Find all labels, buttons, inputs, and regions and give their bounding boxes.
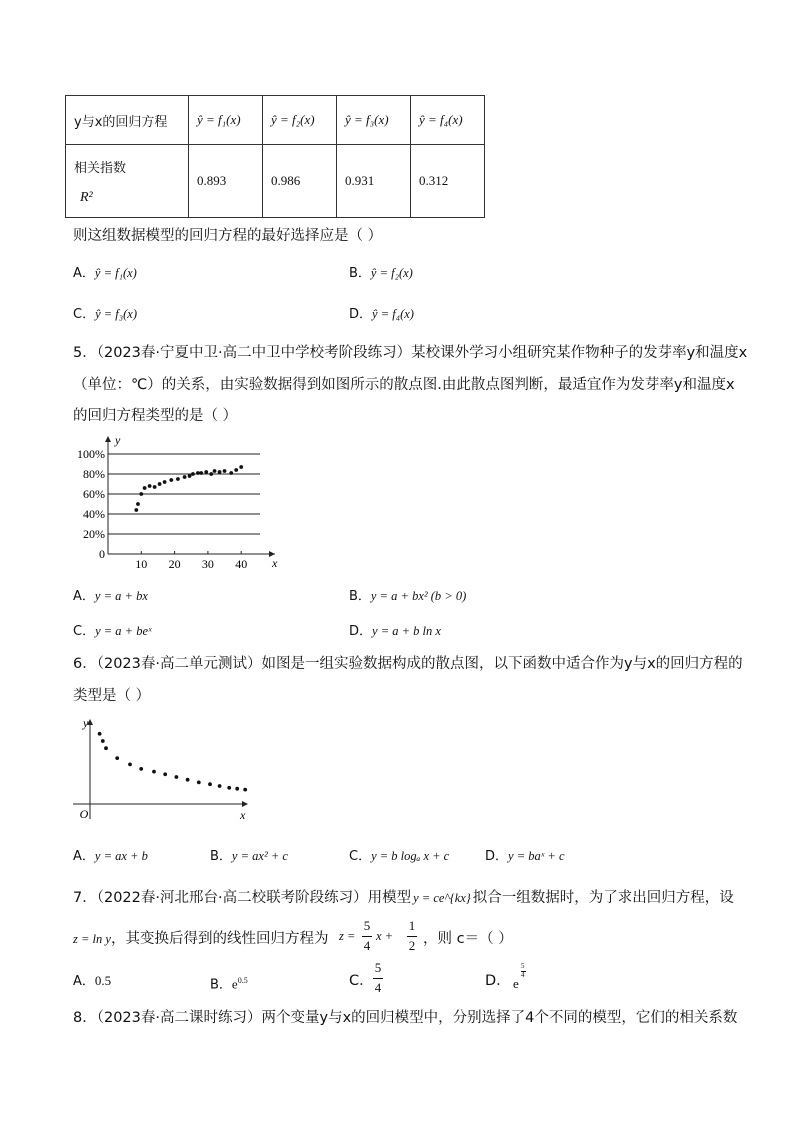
value-cell: 0.931 [337, 145, 411, 218]
data-point [143, 486, 147, 490]
header-label-cell: y与x的回归方程 [66, 96, 189, 145]
fraction-bar [407, 936, 417, 937]
x-axis-label: x [240, 808, 246, 822]
data-point [101, 739, 105, 743]
q6-option-d: D．y = baˣ + c [485, 849, 565, 864]
y-tick-label: 60% [83, 487, 105, 501]
q4-option-b: B．ŷ = f₂(x) [349, 266, 413, 281]
q7-line-2: z = ln y，其变换后得到的线性回归方程为 [73, 931, 329, 947]
q4-option-c: C．ŷ = f₃(x) [73, 307, 138, 322]
x-tick-label: 10 [135, 557, 148, 571]
y-axis-label: y [83, 716, 89, 730]
data-point [239, 465, 243, 469]
fraction-bar [373, 978, 383, 979]
data-point [148, 484, 152, 488]
q4-option-d: D．ŷ = f₄(x) [349, 307, 414, 322]
data-point [134, 508, 138, 512]
data-point [98, 732, 102, 736]
table-header-row [66, 96, 485, 145]
data-point [208, 782, 212, 786]
y-tick-label: 100% [77, 447, 105, 461]
data-point [223, 469, 227, 473]
data-point [197, 781, 201, 785]
q7-option-b: B．$e^{0.5}$ [210, 976, 248, 993]
y-tick-label: 40% [83, 507, 105, 521]
data-point [153, 485, 157, 489]
table-value-row [66, 145, 485, 218]
data-point [104, 746, 108, 750]
data-point [175, 775, 179, 779]
value-cell: 0.893 [189, 145, 263, 218]
q7-line-1: 7．（2022春·河北邢台·高二校联考阶段练习）用模型 y = ce^{kx} 拟合一组数据时，为了求出回归方程，设 [73, 890, 734, 906]
value-cell: 0.986 [263, 145, 337, 218]
q7-option-a: A．0.5 [73, 973, 112, 989]
q7-regression-equation: z = 5 4 x + 1 2 [339, 918, 416, 953]
q8-line-1: 8．（2023春·高二课时练习）两个变量y与x的回归模型中，分别选择了4个不同的模型，它们的相关系数 [73, 1010, 738, 1026]
data-point [243, 788, 247, 792]
model-cell: ŷ = f₁(x) [189, 96, 263, 145]
q5-line-3: 的回归方程类型的是（ ） [73, 408, 238, 424]
data-point [199, 471, 203, 475]
y-tick-label: 20% [83, 527, 105, 541]
q7-line-2-end: ，则 c＝（ ） [423, 931, 513, 947]
q5-option-c: C．y = a + beˣ [73, 624, 152, 639]
data-point [188, 474, 192, 478]
q5-option-d: D．y = a + b ln x [349, 624, 441, 639]
q5-option-b: B．y = a + bx² (b > 0) [349, 589, 467, 604]
regression-table [65, 95, 485, 218]
germination-scatter-chart [60, 432, 300, 572]
model-cell: ŷ = f₂(x) [263, 96, 337, 145]
data-point [209, 472, 213, 476]
y-axis-arrow [105, 436, 111, 442]
q6-option-b: B．y = ax² + c [210, 849, 288, 864]
data-point [139, 492, 143, 496]
data-point [169, 478, 173, 482]
q7-option-c: C． 5 4 [349, 960, 382, 995]
data-point [152, 770, 156, 774]
data-point [163, 772, 167, 776]
value-cell: 0.312 [411, 145, 485, 218]
data-point [163, 480, 167, 484]
data-point [229, 471, 233, 475]
x-axis-arrow [242, 801, 248, 807]
x-tick-label: 20 [168, 557, 181, 571]
q5-line-2: （单位：℃）的关系，由实验数据得到如图所示的散点图.由此散点图判断，最适宜作为发芽率y和温度x [73, 377, 735, 393]
q6-line-2: 类型是（ ） [73, 688, 151, 704]
q7-option-d: D． e 5 4 [485, 962, 525, 991]
q6-option-a: A．y = ax + b [73, 849, 148, 864]
data-point [218, 470, 222, 474]
data-point [128, 763, 132, 767]
data-point [196, 471, 200, 475]
data-point [191, 472, 195, 476]
y-axis-label: y [115, 433, 121, 447]
data-point [227, 786, 231, 790]
data-point [115, 756, 119, 760]
q5-option-a: A．y = a + bx [73, 589, 148, 604]
model-cell: ŷ = f₄(x) [411, 96, 485, 145]
q4-option-a: A．ŷ = f₁(x) [73, 266, 137, 281]
q6-option-c: C．y = b logₐ x + c [349, 849, 450, 864]
decay-scatter-chart [65, 715, 260, 825]
data-point [139, 767, 143, 771]
row-label-cell: 相关指数 R² [66, 145, 189, 218]
data-point [213, 469, 217, 473]
model-cell: ŷ = f₃(x) [337, 96, 411, 145]
data-point [186, 778, 190, 782]
data-point [176, 477, 180, 481]
y-tick-label: 80% [83, 467, 105, 481]
origin-label: O [79, 807, 89, 821]
data-point [234, 468, 238, 472]
x-axis-label: x [272, 556, 278, 570]
data-point [158, 482, 162, 486]
data-point [183, 475, 187, 479]
data-point [235, 787, 239, 791]
y-tick-label: 0 [99, 547, 105, 561]
data-point [204, 470, 208, 474]
data-point [136, 502, 140, 506]
data-point [218, 784, 222, 788]
q6-line-1: 6．（2023春·高二单元测试）如图是一组实验数据构成的散点图，以下函数中适合作为y与x的回归方程的 [73, 656, 743, 672]
q5-line-1: 5．（2023春·宁夏中卫·高二中卫中学校考阶段练习）某校课外学习小组研究某作物种子的发芽率y和温度x [73, 345, 748, 361]
x-tick-label: 40 [235, 557, 248, 571]
fraction-bar [362, 936, 372, 937]
x-tick-label: 30 [201, 557, 214, 571]
q4-stem: 则这组数据模型的回归方程的最好选择应是（ ） [73, 228, 383, 244]
